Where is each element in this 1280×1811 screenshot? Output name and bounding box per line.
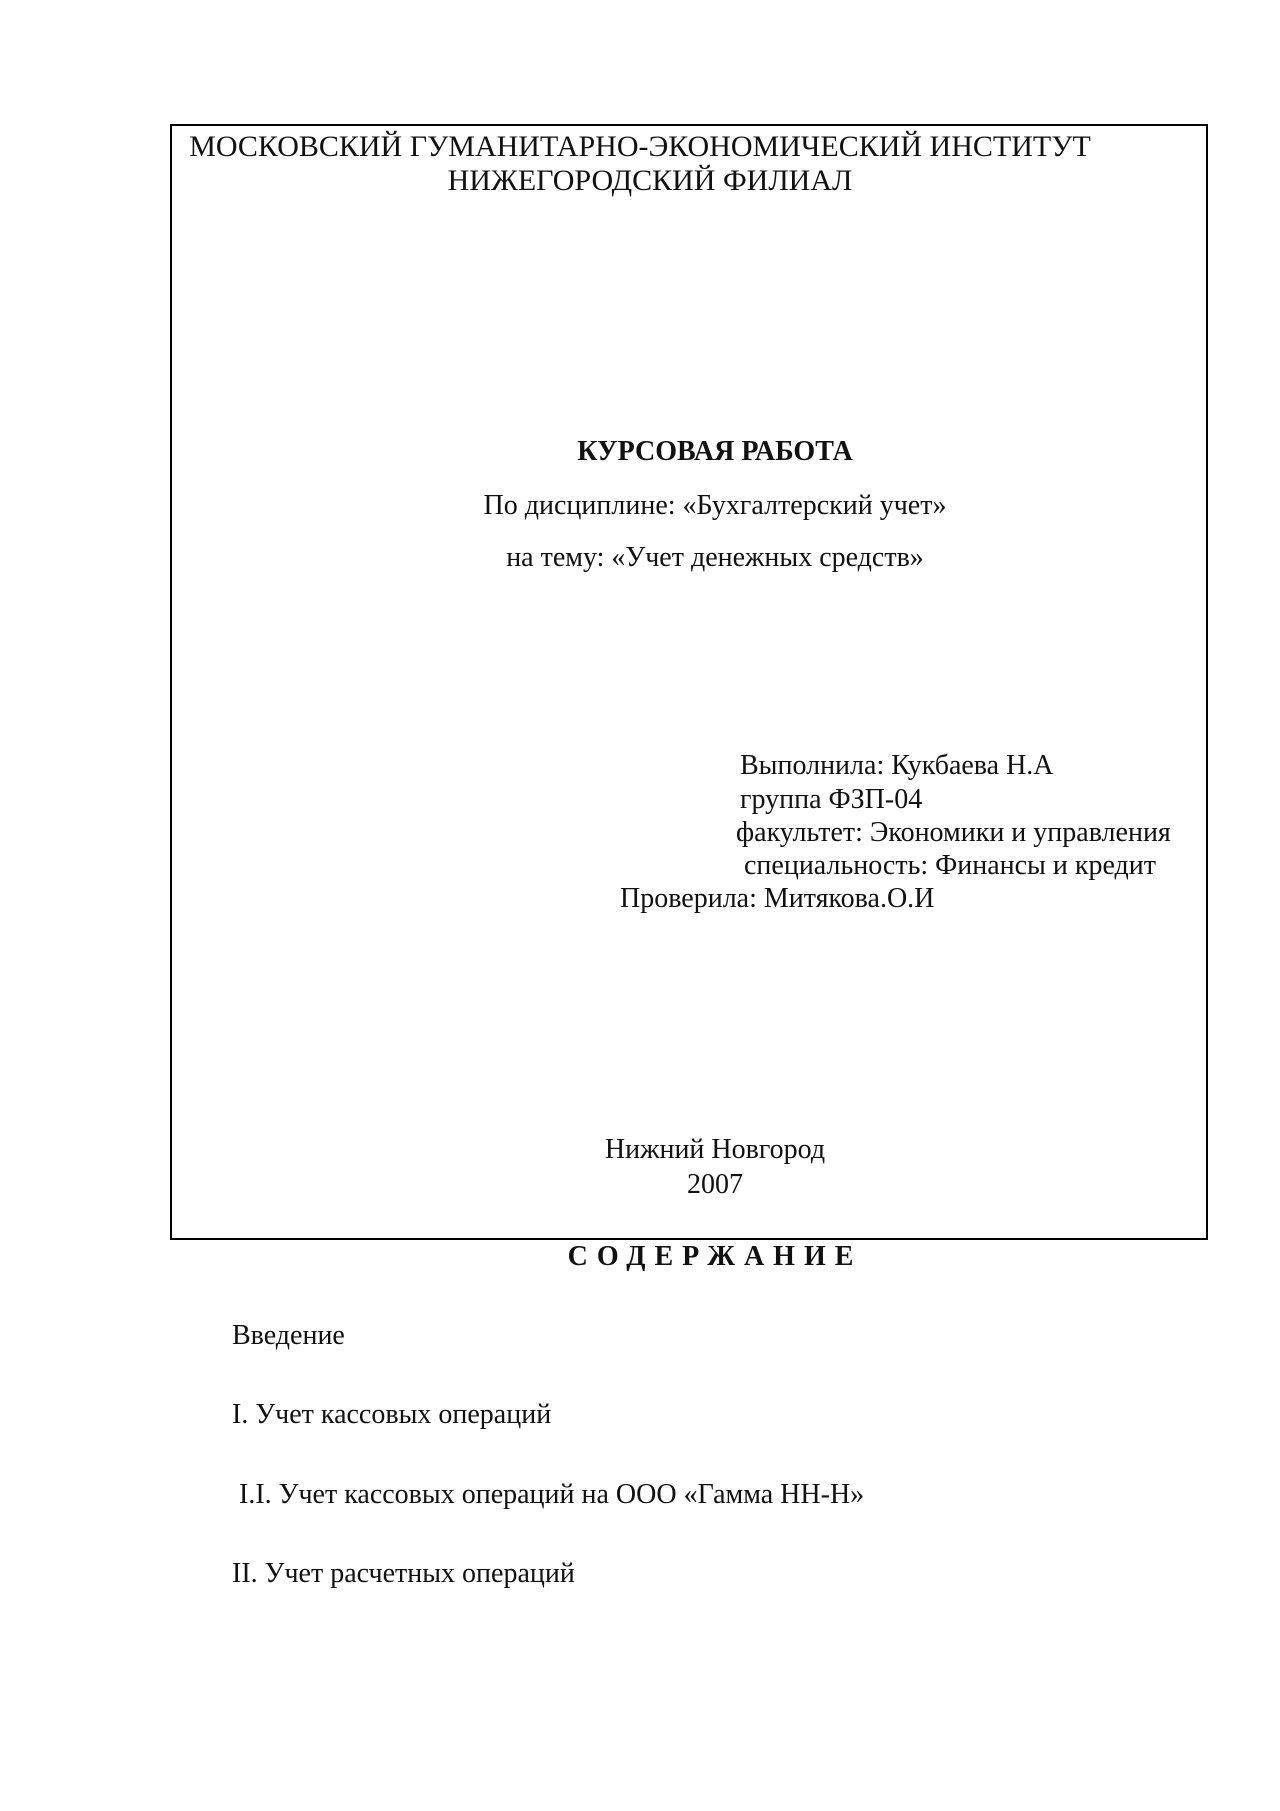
topic-line: на тему: «Учет денежных средств»	[506, 542, 924, 573]
faculty: факультет: Экономики и управления	[736, 817, 1171, 848]
title-page-border	[170, 124, 1208, 1240]
toc-item-settlement-operations: II. Учет расчетных операций	[232, 1558, 575, 1589]
contents-heading: СОДЕРЖАНИЕ	[567, 1241, 863, 1272]
year: 2007	[687, 1169, 743, 1200]
toc-item-cash-operations: I. Учет кассовых операций	[232, 1399, 552, 1430]
specialty: специальность: Финансы и кредит	[744, 850, 1156, 881]
performed-by: Выполнила: Кукбаева Н.А	[740, 750, 1054, 781]
toc-item-cash-operations-gamma: I.I. Учет кассовых операций на ООО «Гамма НН-Н»	[232, 1479, 865, 1510]
city: Нижний Новгород	[604, 1134, 826, 1165]
group: группа ФЗП-04	[740, 784, 923, 815]
checked-by: Проверила: Митякова.О.И	[620, 883, 935, 914]
branch-name: НИЖЕГОРОДСКИЙ ФИЛИАЛ	[447, 164, 853, 197]
work-type-heading: КУРСОВАЯ РАБОТА	[577, 436, 853, 467]
institute-name: МОСКОВСКИЙ ГУМАНИТАРНО-ЭКОНОМИЧЕСКИЙ ИНСТИТУТ	[189, 130, 1091, 163]
toc-item-introduction: Введение	[232, 1320, 345, 1351]
discipline-line: По дисциплине: «Бухгалтерский учет»	[483, 490, 947, 521]
